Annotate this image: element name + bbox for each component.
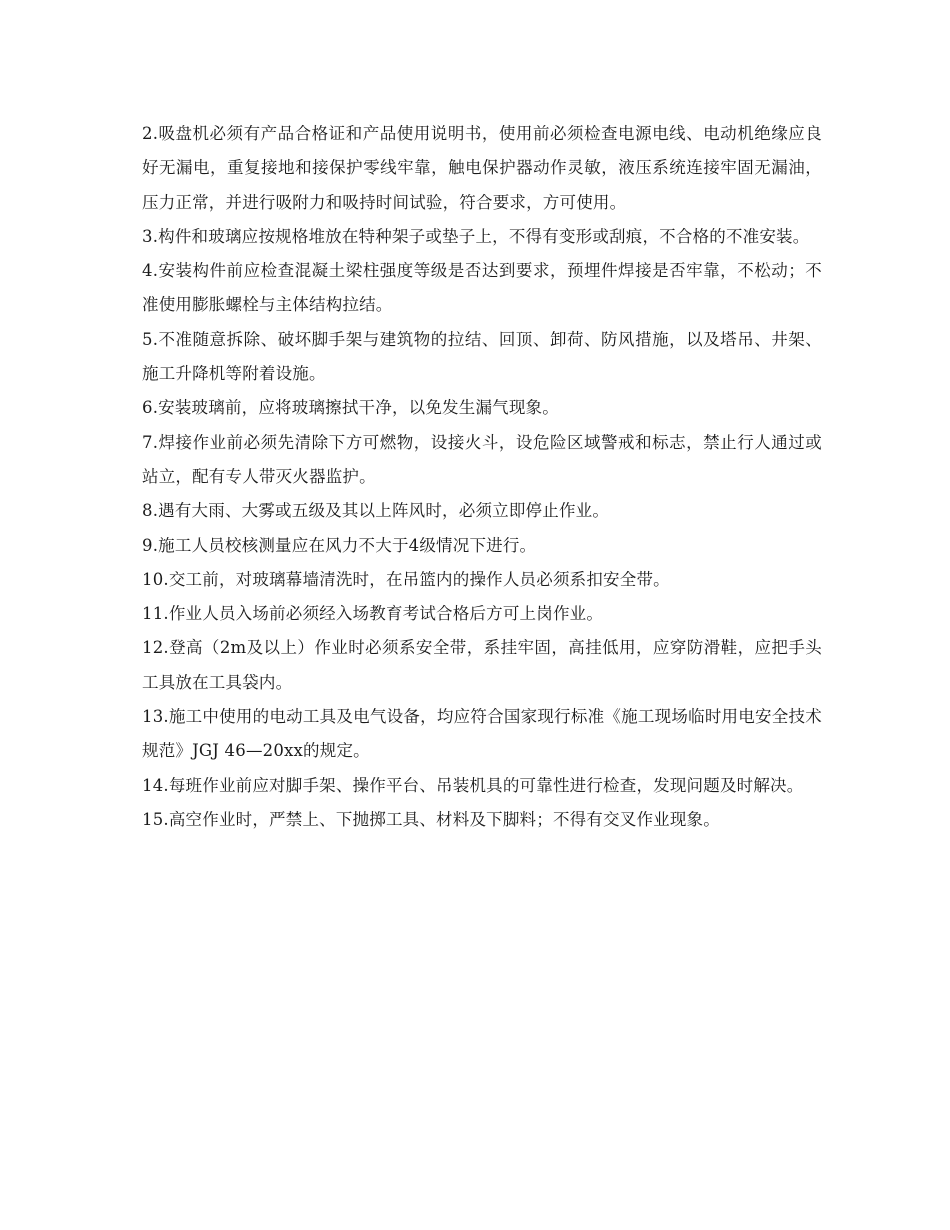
list-item: 6.安装玻璃前，应将玻璃擦拭干净，以免发生漏气现象。: [142, 398, 559, 418]
list-item: 12.登高（2m及以上）作业时必须系安全带，系挂牢固，高挂低用，应穿防滑鞋，应把手头工具放在工具袋内。: [142, 638, 822, 692]
list-item: 10.交工前，对玻璃幕墙清洗时，在吊篮内的操作人员必须系扣安全带。: [142, 569, 670, 589]
list-item: 8.遇有大雨、大雾或五级及其以上阵风时，必须立即停止作业。: [142, 501, 610, 521]
list-item: 3.构件和玻璃应按规格堆放在特种架子或垫子上，不得有变形或刮痕，不合格的不准安装。: [142, 226, 810, 246]
document-body: [142, 117, 822, 837]
list-item: 15.高空作业时，严禁上、下抛掷工具、材料及下脚料；不得有交叉作业现象。: [142, 809, 720, 829]
list-item: 13.施工中使用的电动工具及电气设备，均应符合国家现行标准《施工现场临时用电安全技术规范》JGJ 46—20xx的规定。: [142, 707, 822, 761]
list-item: 9.施工人员校核测量应在风力不大于4级情况下进行。: [142, 535, 537, 555]
list-item: 4.安装构件前应检查混凝土梁柱强度等级是否达到要求，预埋件焊接是否牢靠，不松动；不准使用膨胀螺栓与主体结构拉结。: [142, 261, 822, 315]
list-item: 2.吸盘机必须有产品合格证和产品使用说明书，使用前必须检查电源电线、电动机绝缘应良好无漏电，重复接地和接保护零线牢靠，触电保护器动作灵敏，液压系统连接牢固无漏油，压力正常，并进行吸附力和吸持时间试验，符合要求，方可使用。: [142, 124, 822, 212]
list-item: 5.不准随意拆除、破坏脚手架与建筑物的拉结、回顶、卸荷、防风措施，以及塔吊、井架、施工升降机等附着设施。: [142, 329, 822, 384]
list-item: 7.焊接作业前必须先清除下方可燃物，设接火斗，设危险区域警戒和标志，禁止行人通过或站立，配有专人带灭火器监护。: [142, 432, 822, 486]
list-item: 14.每班作业前应对脚手架、操作平台、吊装机具的可靠性进行检查，发现问题及时解决。: [142, 775, 804, 795]
list-item: 11.作业人员入场前必须经入场教育考试合格后方可上岗作业。: [142, 604, 604, 624]
